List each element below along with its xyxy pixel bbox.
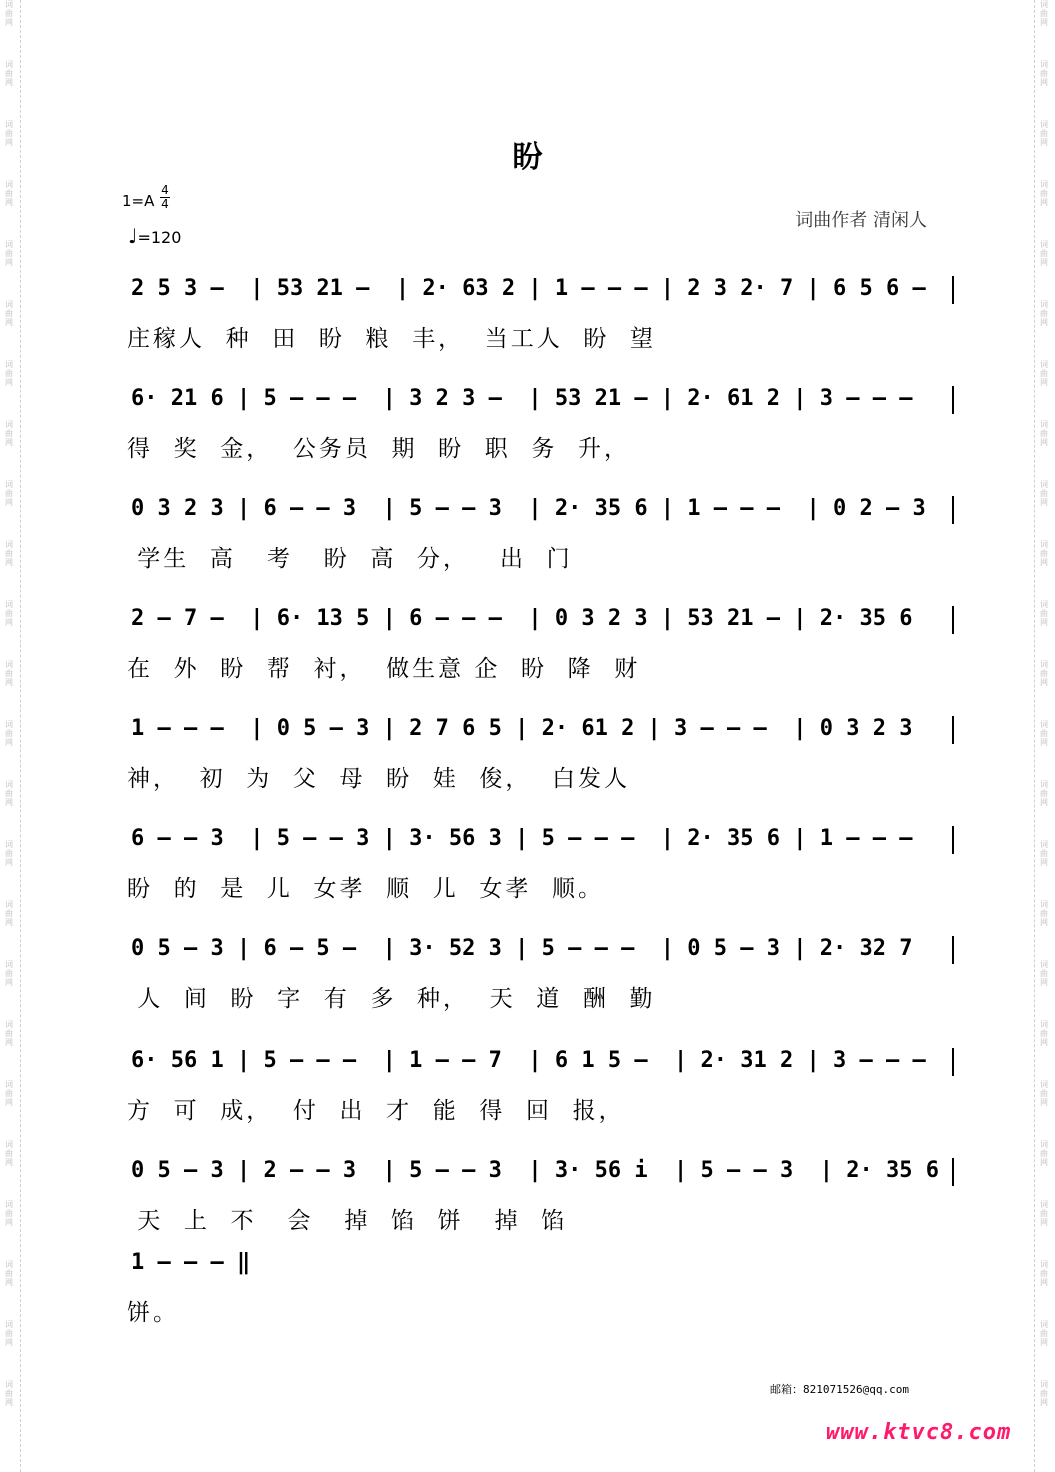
score-row	[0, 276, 1055, 352]
notation-line: 1 – – – | 0 5 – 3 | 2 7 6 5 | 2· 61 2 | 3 – – – | 0 3 2 3	[131, 716, 913, 741]
score-row	[0, 826, 1055, 902]
email-contact: 邮箱：821071526@qq.com	[770, 1383, 909, 1396]
score-row	[0, 386, 1055, 462]
time-signature: 4 4	[161, 183, 169, 211]
score-row	[0, 496, 1055, 572]
end-barline	[952, 1048, 954, 1076]
lyric-line: 庄稼人 种 田 盼 粮 丰， 当工人 盼 望	[127, 326, 656, 352]
notation-line: 0 5 – 3 | 6 – 5 – | 3· 52 3 | 5 – – – | 0 5 – 3 | 2· 32 7	[131, 936, 913, 961]
notation-line: 2 – 7 – | 6· 13 5 | 6 – – – | 0 3 2 3 | 53 21 – | 2· 35 6	[131, 606, 913, 631]
end-barline	[952, 386, 954, 414]
notation-line: 0 3 2 3 | 6 – – 3 | 5 – – 3 | 2· 35 6 | 1 – – – | 0 2 – 3	[131, 496, 926, 521]
end-barline	[952, 276, 954, 304]
score-row	[0, 936, 1055, 1012]
lyric-line: 天 上 不 会 掉 馅 饼 掉 馅	[127, 1208, 568, 1234]
song-title: 盼	[512, 140, 543, 175]
notation-line: 6· 21 6 | 5 – – – | 3 2 3 – | 53 21 – | 2· 61 2 | 3 – – –	[131, 386, 913, 411]
notation-line: 2 5 3 – | 53 21 – | 2· 63 2 | 1 – – – | 2 3 2· 7 | 6 5 6 –	[131, 276, 926, 301]
notation-line: 6 – – 3 | 5 – – 3 | 3· 56 3 | 5 – – – | 2· 35 6 | 1 – – –	[131, 826, 913, 851]
tempo-marking: ♩=120	[128, 224, 182, 248]
lyric-line: 盼 的 是 儿 女孝 顺 儿 女孝 顺。	[127, 876, 604, 902]
score-row	[0, 1048, 1055, 1124]
score-row	[0, 1250, 1055, 1326]
lyric-line: 方 可 成， 付 出 才 能 得 回 报，	[127, 1098, 625, 1124]
lyric-line: 学生 高 考 盼 高 分， 出 门	[127, 546, 573, 572]
watermark-left: 词 曲 网 词 曲 网 词 曲 网 词 曲 网 词 曲 网 词 曲 网 词 曲 网 词 曲 网 词 曲 网 词 曲 网 词 曲 网 词 曲 网 词 曲 网 词 曲 网 词 曲 网 词 曲 网 词 曲 网 词 曲 网 词 曲 网 词 曲 网 词 曲 网 词 曲 网 词 曲 网 词 曲 网	[5, 0, 13, 1407]
quarter-note-icon: ♩	[128, 224, 138, 248]
site-logo: www.ktvc8.com	[826, 1420, 1012, 1445]
score-row	[0, 716, 1055, 792]
lyric-line: 饼。	[127, 1300, 179, 1326]
notation-line: 0 5 – 3 | 2 – – 3 | 5 – – 3 | 3· 56 i | 5 – – 3 | 2· 35 6	[131, 1158, 939, 1183]
end-barline	[952, 1158, 954, 1186]
lyric-line: 得 奖 金， 公务员 期 盼 职 务 升，	[127, 436, 630, 462]
end-barline	[952, 496, 954, 524]
watermark-right: 词 曲 网 词 曲 网 词 曲 网 词 曲 网 词 曲 网 词 曲 网 词 曲 网 词 曲 网 词 曲 网 词 曲 网 词 曲 网 词 曲 网 词 曲 网 词 曲 网 词 曲 网 词 曲 网 词 曲 网 词 曲 网 词 曲 网 词 曲 网 词 曲 网 词 曲 网 词 曲 网 词 曲 网	[1040, 0, 1048, 1407]
notation-line: 1 – – – ‖	[131, 1250, 251, 1275]
key-signature: 1=A	[122, 192, 155, 210]
lyric-line: 神， 初 为 父 母 盼 娃 俊， 白发人	[127, 766, 630, 792]
score-row	[0, 1158, 1055, 1234]
end-barline	[952, 826, 954, 854]
lyric-line: 在 外 盼 帮 衬， 做生意 企 盼 降 财	[127, 656, 641, 682]
end-barline	[952, 606, 954, 634]
end-barline	[952, 716, 954, 744]
author-credit: 词曲作者 清闲人	[795, 210, 927, 231]
end-barline	[952, 936, 954, 964]
notation-line: 6· 56 1 | 5 – – – | 1 – – 7 | 6 1 5 – | 2· 31 2 | 3 – – –	[131, 1048, 926, 1073]
score-row	[0, 606, 1055, 682]
lyric-line: 人 间 盼 字 有 多 种， 天 道 酬 勤	[127, 986, 656, 1012]
